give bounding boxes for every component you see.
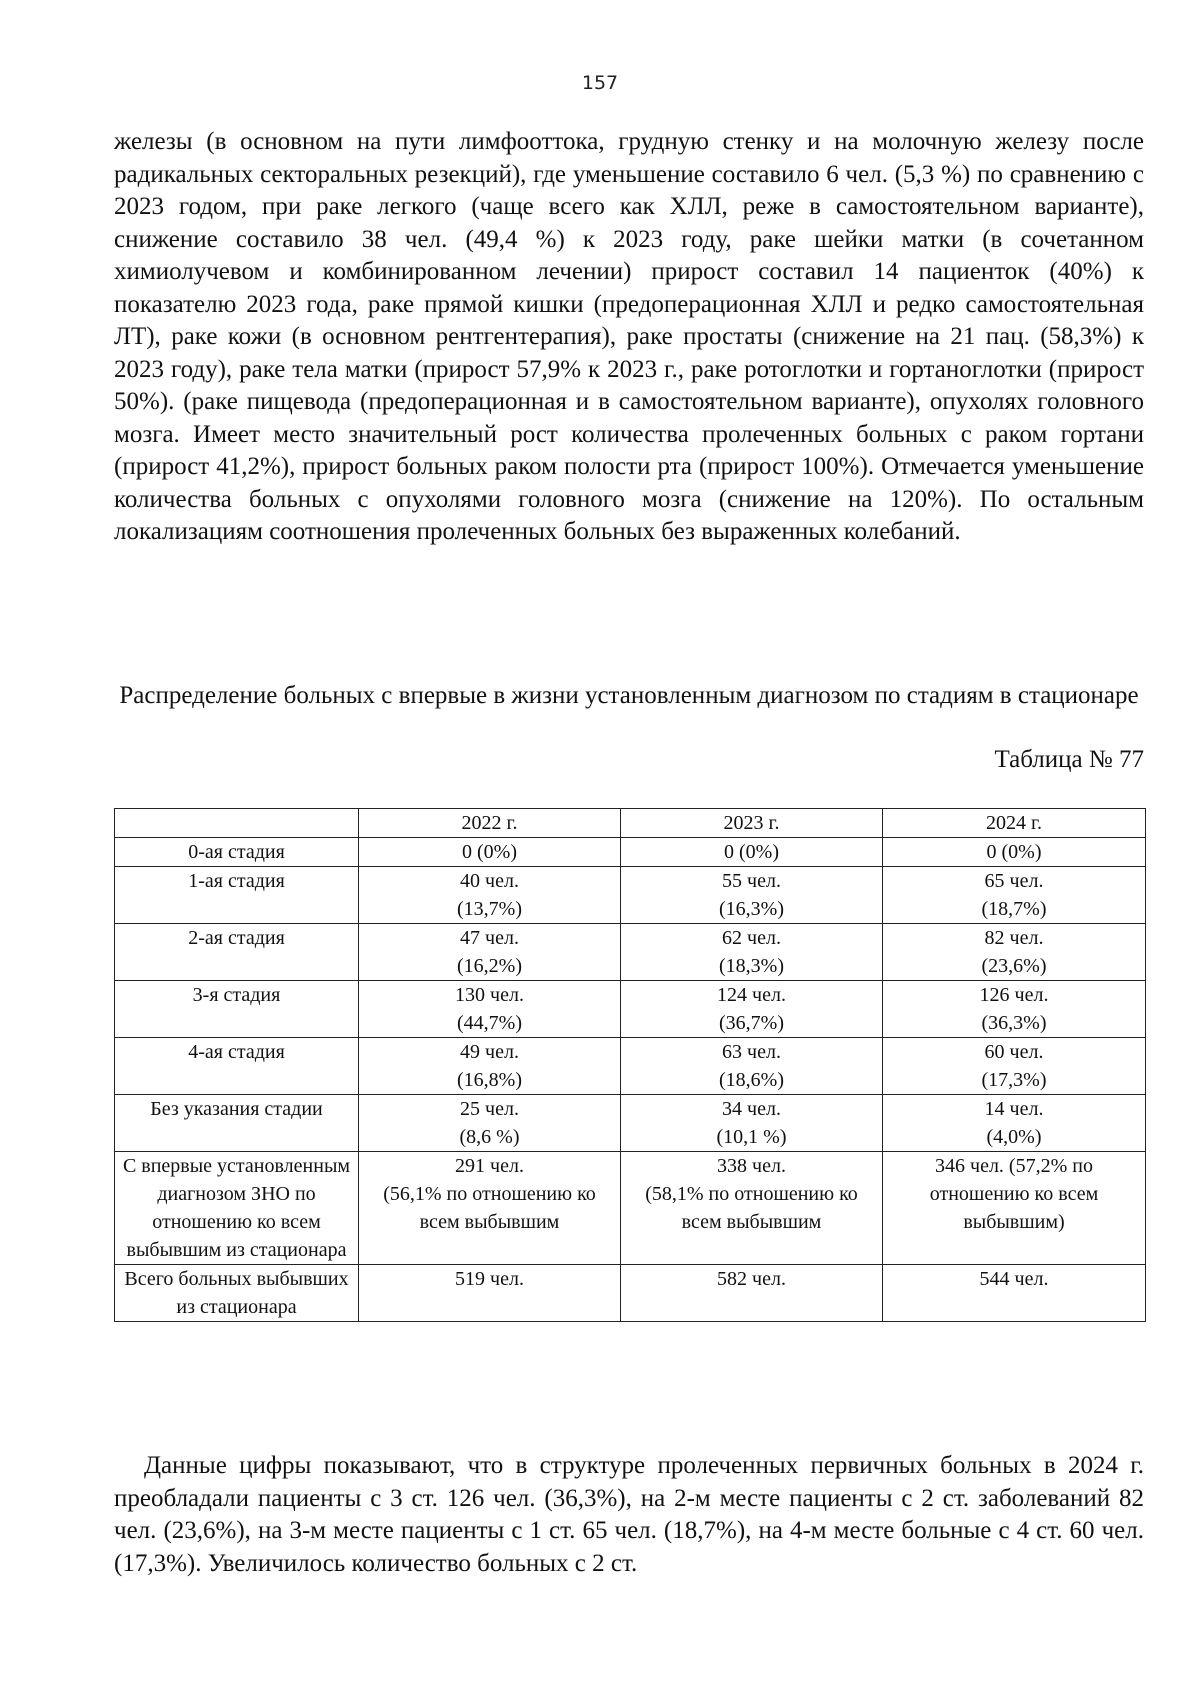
cell-line: 62 чел. [722,927,781,949]
table-cell [359,981,621,1038]
table-cell [621,1038,883,1095]
cell-line: (58,1% по отношению ко всем выбывшим [645,1183,858,1233]
cell-line: 291 чел. [455,1155,524,1177]
summary-paragraph: Данные цифры показывают, что в структуре пролеченных первичных больных в 2024 г. преобладали пациенты с 3 ст. 126 чел. (36,3%), на 2-м месте пациенты с 2 ст. заболеваний 82 чел. (23,6%), на 3-м месте пациенты с 1 ст. 65 чел. (18,7%), на 4-м месте больные с 4 ст. 60 чел. (17,3%). Увеличилось количество больных с 2 ст. [114,1452,1144,1577]
table-cell [621,1152,883,1265]
cell-line: (16,8%) [457,1069,522,1091]
cell-line: 65 чел. [984,870,1044,892]
row-label: Без указания стадии [115,1095,359,1152]
cell-line: (18,7%) [981,898,1047,920]
table-row [115,1152,1146,1265]
row-label: 3-я стадия [115,981,359,1038]
table-row [115,981,1146,1038]
table-row [115,1265,1146,1322]
table-row [115,1095,1146,1152]
intro-paragraph: железы (в основном на пути лимфооттока, грудную стенку и на молочную железу после радикальных секторальных резекций), где уменьшение составило 6 чел. (5,3 %) по сравнению с 2023 годом, при раке легкого (чаще всего как ХЛЛ, реже в самостоятельном варианте), снижение составило 38 чел. (49,4 %) к 2023 году, раке шейки матки (в сочетанном химиолучевом и комбинированном лечении) прирост составил 14 пациенток (40%) к показателю 2023 года, раке прямой кишки (предоперационная ХЛЛ и редко самостоятельная ЛТ), раке кожи (в основном рентгентерапия), раке простаты (снижение на 21 пац. (58,3%) к 2023 году), раке тела матки (прирост 57,9% к 2023 г., раке ротоглотки и гортаноглотки (прирост 50%). (раке пищевода (предоперационная и в самостоятельном варианте), опухолях головного мозга. Имеет место значительный рост количества пролеченных больных с раком гортани (прирост 41,2%), прирост больных раком полости рта (прирост 100%). Отмечается уменьшение количества больных с опухолями головного мозга (снижение на 120%). По остальным локализациям соотношения пролеченных больных без выраженных колебаний. [114,128,1144,545]
stage-distribution-table [114,808,1146,1322]
cell-line: 82 чел. [984,927,1044,949]
row-label: 1-ая стадия [115,867,359,924]
cell-line: (36,3%) [981,1012,1047,1034]
cell-line: 582 чел. [717,1268,786,1290]
table-cell [359,1038,621,1095]
cell-line: 60 чел. [984,1041,1044,1063]
table-cell [621,867,883,924]
row-label: С впервые установленным диагнозом ЗНО по отношению ко всем выбывшим из стационара [115,1152,359,1265]
cell-line: (10,1 %) [716,1126,787,1148]
table-title: Распределение больных с впервые в жизни установленным диагнозом по стадиям в стационаре [119,682,1139,709]
cell-line: 0 (0%) [462,841,517,863]
table-cell [359,838,621,867]
table-number: Таблица № 77 [994,746,1144,773]
page-number: 157 [581,72,619,94]
cell-line: (16,2%) [457,955,522,977]
cell-line: 49 чел. [460,1041,519,1063]
cell-line: 0 (0%) [724,841,779,863]
table-cell [883,1152,1146,1265]
cell-line: 40 чел. [460,870,519,892]
table-cell [359,1095,621,1152]
table-cell [883,867,1146,924]
table-cell [359,924,621,981]
cell-line: 25 чел. [460,1098,519,1120]
cell-line: (16,3%) [719,898,784,920]
table-cell [621,924,883,981]
table-cell [621,838,883,867]
table-cell [621,981,883,1038]
header-corner-cell [115,809,359,838]
row-label: 4-ая стадия [115,1038,359,1095]
cell-line: 0 (0%) [986,841,1042,863]
cell-line: 34 чел. [722,1098,781,1120]
table-cell [883,1265,1146,1322]
cell-line: (4,0%) [986,1126,1042,1148]
cell-line: (17,3%) [981,1069,1047,1091]
cell-line: 63 чел. [722,1041,781,1063]
header-year-2024: 2024 г. [883,809,1146,838]
cell-line: (8,6 %) [459,1126,520,1148]
table-cell [883,981,1146,1038]
table-cell [621,1095,883,1152]
table-row [115,1038,1146,1095]
table-cell [883,1038,1146,1095]
table-cell [359,867,621,924]
cell-line: (56,1% по отношению ко всем выбывшим [383,1183,596,1233]
cell-line: 130 чел. [455,984,524,1006]
table-cell [359,1265,621,1322]
cell-line: (36,7%) [719,1012,784,1034]
row-label: 0-ая стадия [115,838,359,867]
row-label: Всего больных выбывших из стационара [115,1265,359,1322]
cell-line: (23,6%) [981,955,1047,977]
header-year-2023: 2023 г. [621,809,883,838]
cell-line: 47 чел. [460,927,519,949]
table-cell [883,924,1146,981]
cell-line: 346 чел. (57,2% по отношению ко всем выбывшим) [929,1155,1099,1233]
table-cell [883,1095,1146,1152]
cell-line: 124 чел. [717,984,786,1006]
cell-line: (18,6%) [719,1069,784,1091]
table-cell [883,838,1146,867]
cell-line: 55 чел. [722,870,781,892]
table-row [115,838,1146,867]
cell-line: (44,7%) [457,1012,522,1034]
table-row [115,867,1146,924]
cell-line: 338 чел. [717,1155,786,1177]
header-year-2022: 2022 г. [359,809,621,838]
cell-line: (18,3%) [719,955,784,977]
table-row [115,924,1146,981]
cell-line: 519 чел. [455,1268,524,1290]
table-header-row [115,809,1146,838]
cell-line: 544 чел. [979,1268,1049,1290]
cell-line: 126 чел. [979,984,1049,1006]
cell-line: (13,7%) [457,898,522,920]
row-label: 2-ая стадия [115,924,359,981]
cell-line: 14 чел. [984,1098,1044,1120]
table-cell [621,1265,883,1322]
table-cell [359,1152,621,1265]
